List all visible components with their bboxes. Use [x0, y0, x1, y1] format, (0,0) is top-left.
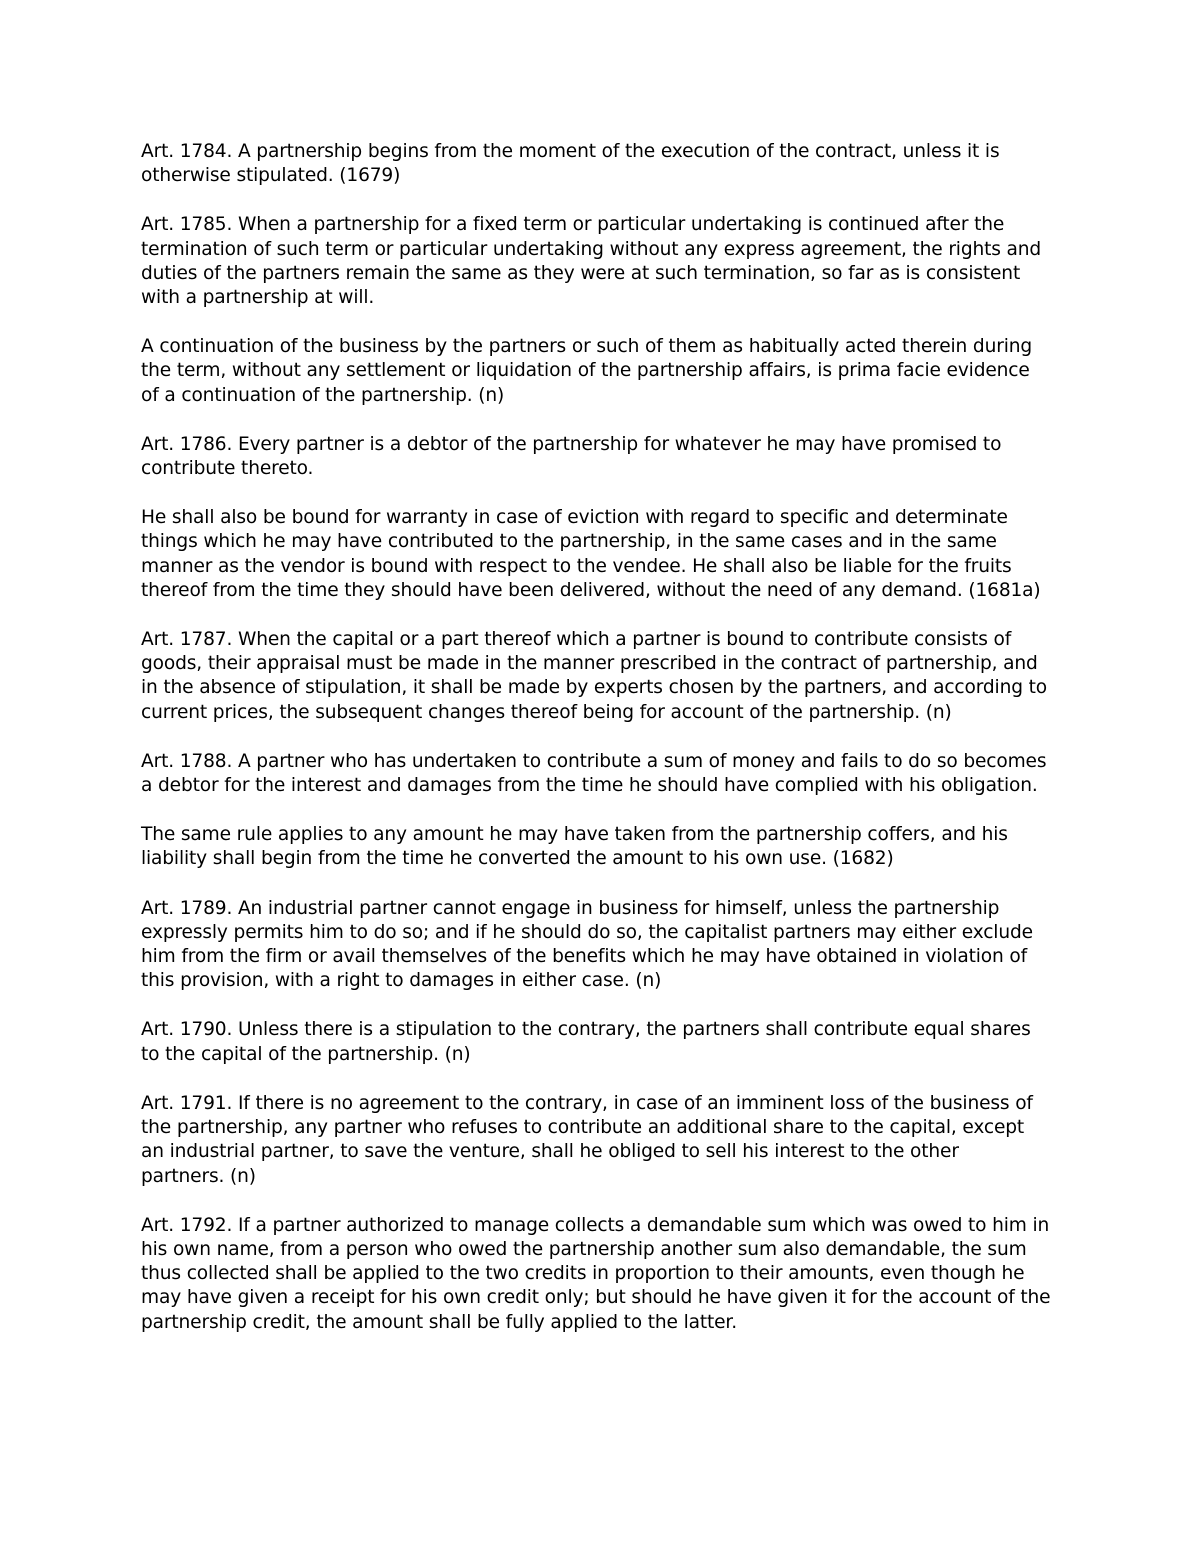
paragraph — [141, 823, 1071, 871]
document-body — [141, 140, 1071, 1360]
text-line: this provision, with a right to damages in either case. (n) — [141, 970, 662, 992]
paragraph — [141, 1214, 1071, 1335]
text-line: contribute thereto. — [141, 458, 314, 480]
text-line: Art. 1789. An industrial partner cannot engage in business for himself, unless the partnership — [141, 897, 1000, 919]
text-line: The same rule applies to any amount he may have taken from the partnership coffers, and his — [141, 824, 1008, 846]
paragraph — [141, 506, 1071, 603]
text-line: in the absence of stipulation, it shall be made by experts chosen by the partners, and according to — [141, 677, 1047, 699]
text-line: termination of such term or particular undertaking without any express agreement, the rights and — [141, 238, 1042, 260]
text-line: otherwise stipulated. (1679) — [141, 165, 401, 187]
paragraph — [141, 628, 1071, 725]
text-line: thus collected shall be applied to the two credits in proportion to their amounts, even though he — [141, 1263, 1025, 1285]
text-line: to the capital of the partnership. (n) — [141, 1043, 471, 1065]
text-line: current prices, the subsequent changes thereof being for account of the partnership. (n) — [141, 701, 952, 723]
text-line: expressly permits him to do so; and if he should do so, the capitalist partners may either exclude — [141, 921, 1033, 943]
text-line: his own name, from a person who owed the partnership another sum also demandable, the sum — [141, 1238, 1027, 1260]
paragraph — [141, 213, 1071, 310]
text-line: Art. 1785. When a partnership for a fixed term or particular undertaking is continued after the — [141, 214, 1005, 236]
text-line: Art. 1787. When the capital or a part thereof which a partner is bound to contribute consists of — [141, 629, 1012, 651]
text-line: A continuation of the business by the partners or such of them as habitually acted therein during — [141, 336, 1032, 358]
text-line: the partnership, any partner who refuses to contribute an additional share to the capital, except — [141, 1117, 1025, 1139]
text-line: a debtor for the interest and damages from the time he should have complied with his obligation. — [141, 775, 1038, 797]
paragraph — [141, 750, 1071, 798]
paragraph — [141, 1092, 1071, 1189]
text-line: an industrial partner, to save the venture, shall he obliged to sell his interest to the other — [141, 1141, 959, 1163]
text-line: Art. 1792. If a partner authorized to manage collects a demandable sum which was owed to him in — [141, 1214, 1050, 1236]
paragraph — [141, 1018, 1071, 1066]
text-line: duties of the partners remain the same as they were at such termination, so far as is consistent — [141, 262, 1021, 284]
paragraph — [141, 433, 1071, 481]
text-line: Art. 1791. If there is no agreement to the contrary, in case of an imminent loss of the business of — [141, 1092, 1033, 1114]
text-line: manner as the vendor is bound with respect to the vendee. He shall also be liable for the fruits — [141, 555, 1012, 577]
text-line: with a partnership at will. — [141, 287, 375, 309]
paragraph — [141, 335, 1071, 408]
text-line: liability shall begin from the time he converted the amount to his own use. (1682) — [141, 848, 894, 870]
text-line: him from the firm or avail themselves of the benefits which he may have obtained in violation of — [141, 946, 1028, 968]
text-line: Art. 1790. Unless there is a stipulation to the contrary, the partners shall contribute equal shares — [141, 1019, 1031, 1041]
text-line: the term, without any settlement or liquidation of the partnership affairs, is prima facie evidence — [141, 360, 1030, 382]
text-line: thereof from the time they should have been delivered, without the need of any demand. (1681a) — [141, 579, 1041, 601]
text-line: of a continuation of the partnership. (n) — [141, 384, 505, 406]
text-line: things which he may have contributed to the partnership, in the same cases and in the same — [141, 531, 997, 553]
paragraph — [141, 140, 1071, 188]
text-line: Art. 1786. Every partner is a debtor of the partnership for whatever he may have promised to — [141, 433, 1002, 455]
text-line: Art. 1784. A partnership begins from the moment of the execution of the contract, unless it is — [141, 141, 1000, 162]
text-line: partners. (n) — [141, 1165, 256, 1187]
text-line: Art. 1788. A partner who has undertaken to contribute a sum of money and fails to do so becomes — [141, 750, 1047, 772]
text-line: He shall also be bound for warranty in case of eviction with regard to specific and determinate — [141, 507, 1008, 529]
paragraph — [141, 897, 1071, 994]
text-line: goods, their appraisal must be made in the manner prescribed in the contract of partnership, and — [141, 653, 1038, 675]
text-line: partnership credit, the amount shall be fully applied to the latter. — [141, 1311, 737, 1333]
text-line: may have given a receipt for his own credit only; but should he have given it for the account of the — [141, 1287, 1051, 1309]
